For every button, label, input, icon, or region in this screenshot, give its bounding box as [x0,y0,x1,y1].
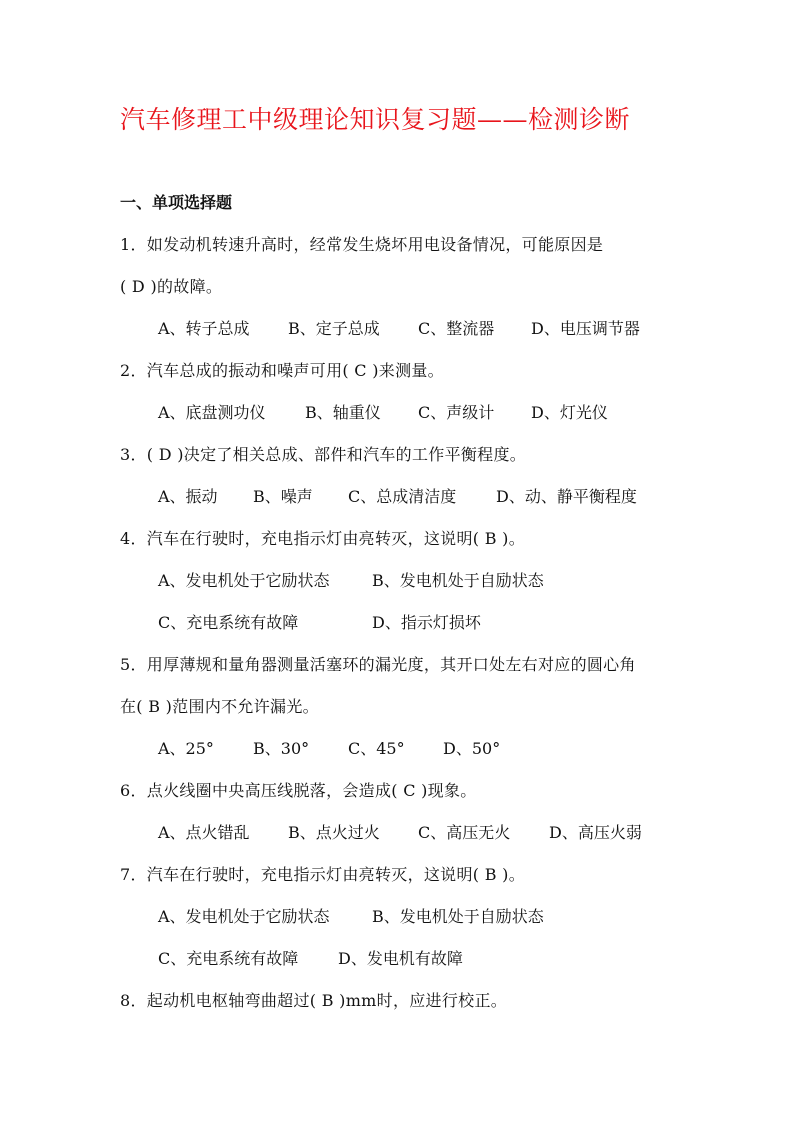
question-5-option-d: D、50° [443,739,501,758]
question-4-option-c: C、充电系统有故障 [158,613,299,632]
question-4-option-a: A、发电机处于它励状态 [158,571,330,590]
page-title: 汽车修理工中级理论知识复习题——检测诊断 [120,105,631,134]
question-1-option-b: B、定子总成 [288,319,380,338]
question-1-option-c: C、整流器 [418,319,495,338]
question-5-option-a: A、25° [158,739,214,758]
question-3-line-1: 3．( D )决定了相关总成、部件和汽车的工作平衡程度。 [120,445,527,464]
question-4-line-1: 4．汽车在行驶时，充电指示灯由亮转灭，这说明( B )。 [120,529,525,548]
question-7-option-c: C、充电系统有故障 [158,949,299,968]
question-4-option-d: D、指示灯损坏 [372,613,481,632]
question-1-option-a: A、转子总成 [158,319,250,338]
question-1-line-1: 1．如发动机转速升高时，经常发生烧坏用电设备情况，可能原因是 [120,235,604,254]
question-5-line-2: 在( B )范围内不允许漏光。 [120,697,319,716]
section-heading: 一、单项选择题 [120,193,233,212]
question-5-line-1: 5．用厚薄规和量角器测量活塞环的漏光度，其开口处左右对应的圆心角 [120,655,636,674]
question-2-option-b: B、轴重仪 [305,403,381,422]
question-6-line-1: 6．点火线圈中央高压线脱落，会造成( C )现象。 [120,781,477,800]
question-6-option-c: C、高压无火 [418,823,511,842]
question-6-option-a: A、点火错乱 [158,823,250,842]
question-5-option-c: C、45° [348,739,405,758]
question-7-option-b: B、发电机处于自励状态 [372,907,544,926]
question-6-option-b: B、点火过火 [288,823,380,842]
question-6-option-d: D、高压火弱 [549,823,642,842]
question-1-option-d: D、电压调节器 [531,319,640,338]
question-2-option-a: A、底盘测功仪 [158,403,266,422]
question-3-option-c: C、总成清洁度 [348,487,457,506]
question-7-line-1: 7．汽车在行驶时，充电指示灯由亮转灭，这说明( B )。 [120,865,525,884]
question-8-line-1: 8．起动机电枢轴弯曲超过( B )mm时，应进行校正。 [120,991,508,1010]
question-2-line-1: 2．汽车总成的振动和噪声可用( C )来测量。 [120,361,444,380]
question-7-option-a: A、发电机处于它励状态 [158,907,330,926]
question-3-option-b: B、噪声 [253,487,313,506]
question-2-option-c: C、声级计 [418,403,495,422]
question-3-option-d: D、动、静平衡程度 [496,487,637,506]
question-1-line-2: ( D )的故障。 [120,277,223,296]
question-7-option-d: D、发电机有故障 [338,949,463,968]
question-4-option-b: B、发电机处于自励状态 [372,571,544,590]
question-5-option-b: B、30° [253,739,310,758]
question-3-option-a: A、振动 [158,487,218,506]
question-2-option-d: D、灯光仪 [531,403,608,422]
